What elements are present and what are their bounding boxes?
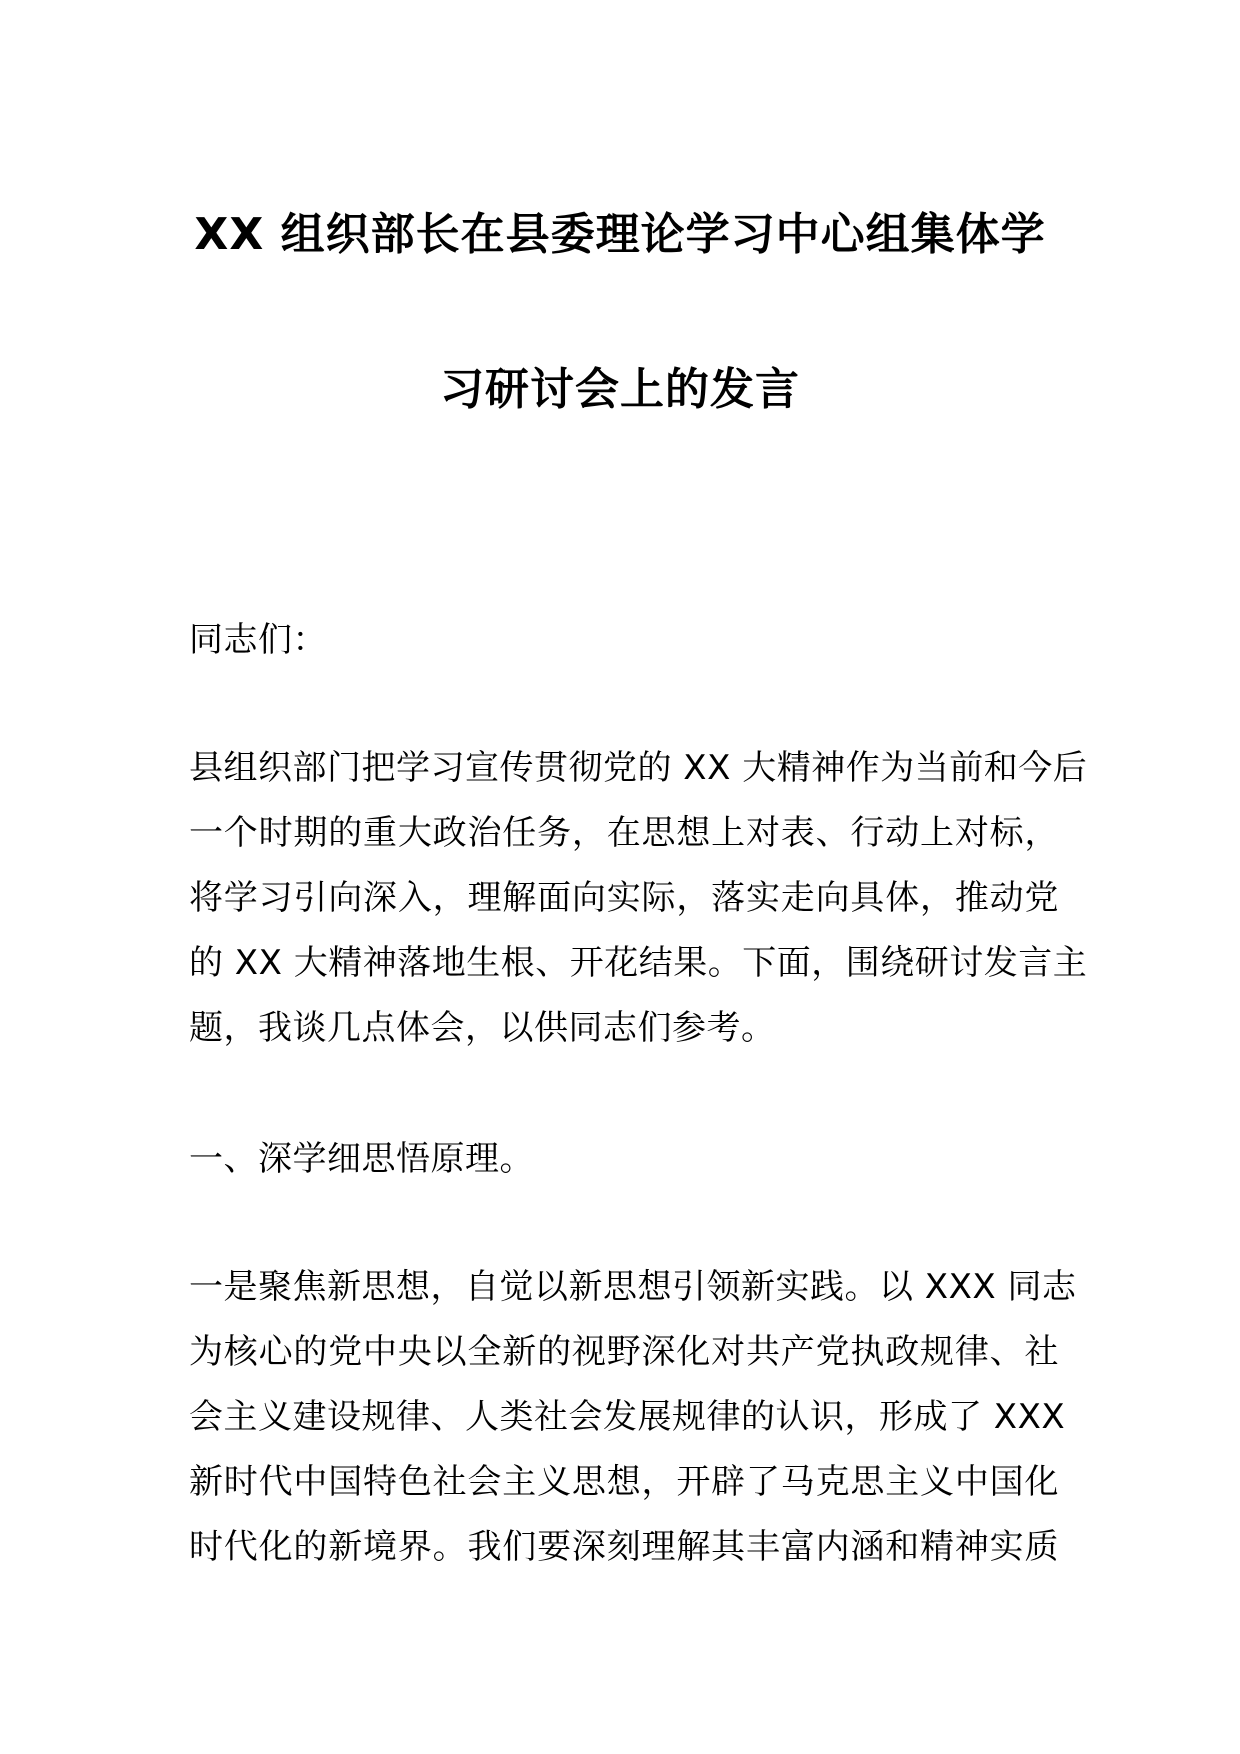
paragraph-line: 的 XX 大精神落地生根、开花结果。下面，围绕研讨发言主 xyxy=(189,943,1088,983)
greeting-text: 同志们： xyxy=(189,620,327,660)
paragraph-line: 会主义建设规律、人类社会发展规律的认识，形成了 XXX xyxy=(189,1397,1066,1437)
paragraph-line: 一是聚焦新思想，自觉以新思想引领新实践。以 XXX 同志 xyxy=(189,1267,1077,1307)
paragraph-intro xyxy=(189,736,1088,1061)
paragraph-line: 新时代中国特色社会主义思想，开辟了马克思主义中国化 xyxy=(189,1462,1059,1502)
paragraph-line: 为核心的党中央以全新的视野深化对共产党执政规律、社 xyxy=(189,1332,1059,1372)
document-title-line-1: XX 组织部长在县委理论学习中心组集体学 xyxy=(194,209,1046,260)
greeting xyxy=(189,608,1059,673)
paragraph-line: 县组织部门把学习宣传贯彻党的 XX 大精神作为当前和今后 xyxy=(189,748,1088,788)
section-heading-text: 一、深学细思悟原理。 xyxy=(189,1139,534,1179)
paragraph-line: 将学习引向深入，理解面向实际，落实走向具体，推动党 xyxy=(189,878,1059,918)
document-title-line-2: 习研讨会上的发言 xyxy=(440,364,800,415)
paragraph-line: 题，我谈几点体会，以供同志们参考。 xyxy=(189,1008,776,1048)
paragraph-section-1 xyxy=(189,1255,1077,1580)
paragraph-line: 一个时期的重大政治任务，在思想上对表、行动上对标， xyxy=(189,813,1059,853)
paragraph-line: 时代化的新境界。我们要深刻理解其丰富内涵和精神实质 xyxy=(189,1527,1059,1567)
section-heading-1 xyxy=(189,1127,1059,1192)
